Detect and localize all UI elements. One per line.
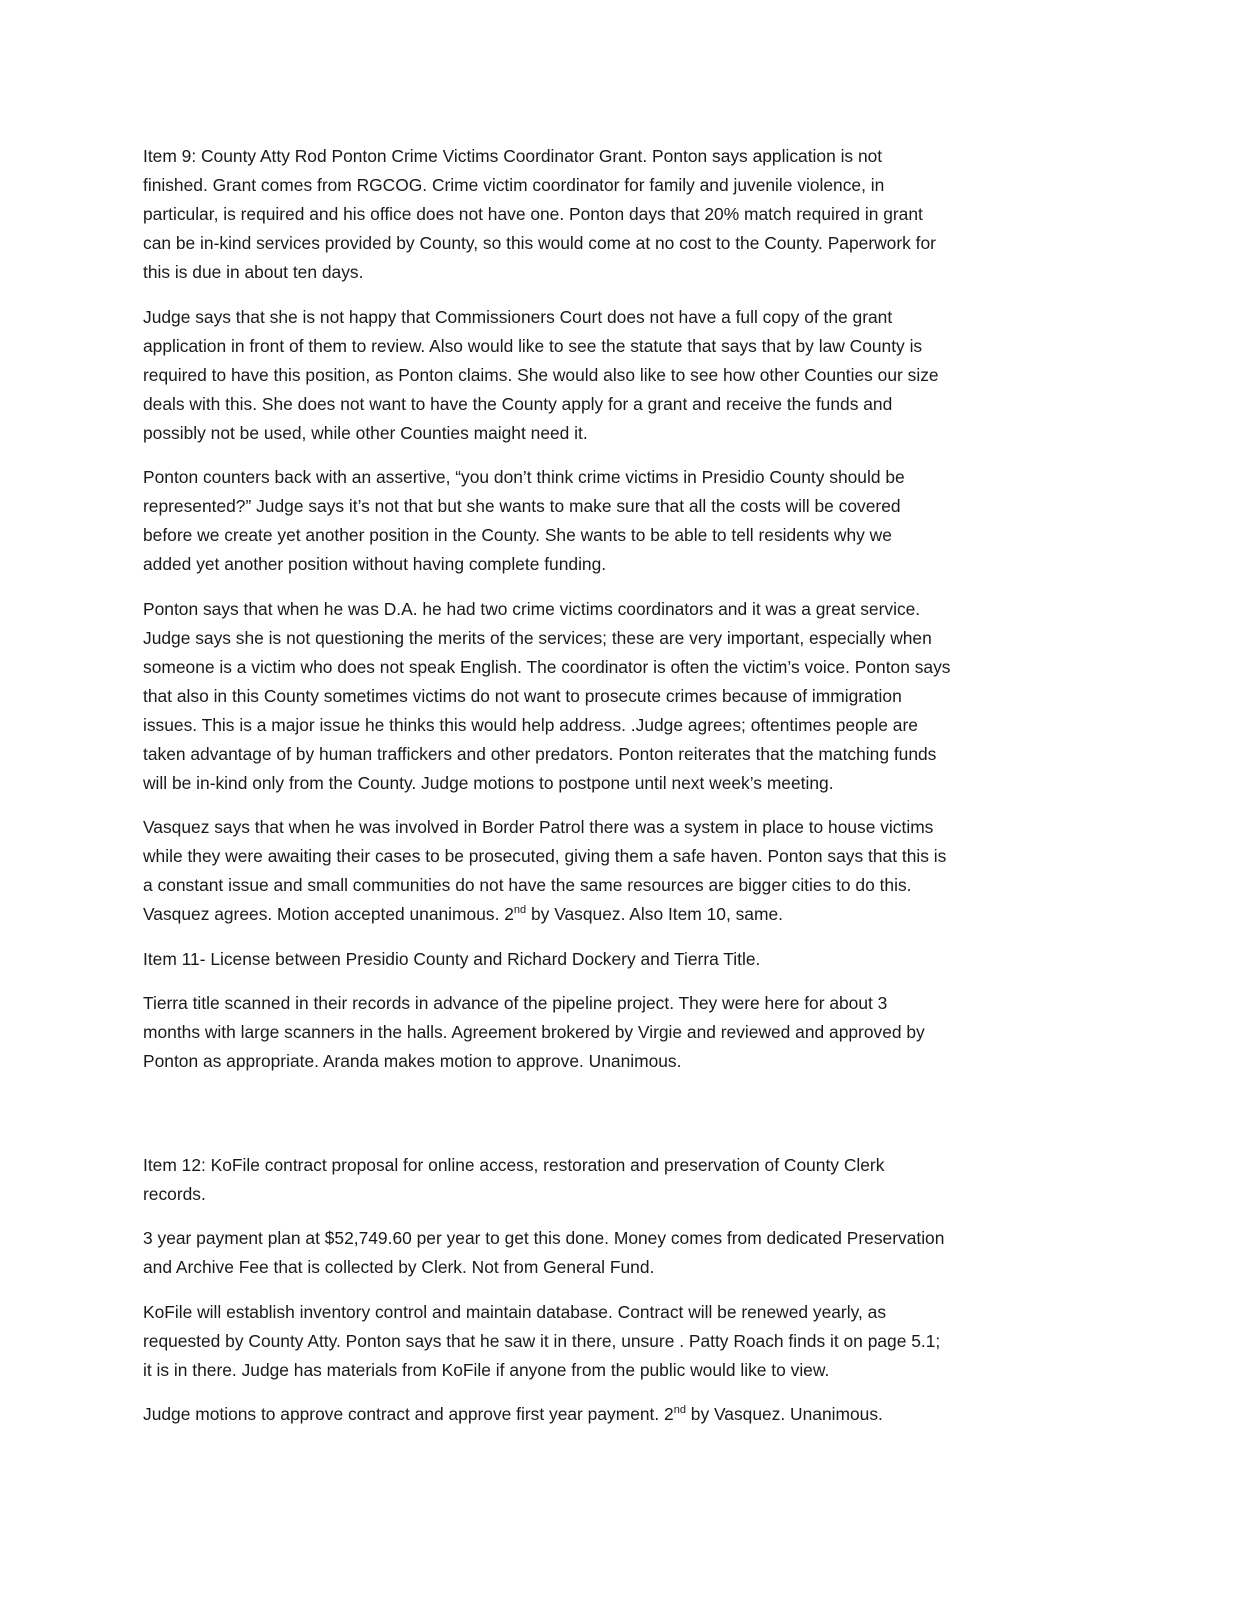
text-line: added yet another position without having complete funding. xyxy=(143,554,607,574)
text-line: records. xyxy=(143,1183,206,1204)
text-line: will be in-kind only from the County. Judge motions to postpone until next week’s meeting. xyxy=(143,772,834,793)
paragraph xyxy=(143,945,1083,974)
text-line: Ponton counters back with an assertive, “you don’t think crime victims in Presidio County should be xyxy=(143,467,905,487)
text-line: Vasquez says that when he was involved in Border Patrol there was a system in place to house victims xyxy=(143,817,934,837)
text-line: a constant issue and small communities do not have the same resources are bigger cities to do this. xyxy=(143,875,912,895)
text-line: Item 9: County Atty Rod Ponton Crime Victims Coordinator Grant. Ponton says application is not xyxy=(143,146,883,166)
text-segment: by Vasquez. Also Item 10, same. xyxy=(526,904,783,924)
text-line: months with large scanners in the halls. Agreement brokered by Virgie and reviewed and approved by xyxy=(143,1022,925,1042)
text-line: and Archive Fee that is collected by Clerk. Not from General Fund. xyxy=(143,1257,655,1277)
text-line: Judge says that she is not happy that Commissioners Court does not have a full copy of the grant xyxy=(143,306,893,327)
text-line: KoFile will establish inventory control and maintain database. Contract will be renewed yearly, as xyxy=(143,1301,887,1322)
text-line: while they were awaiting their cases to be prosecuted, giving them a safe haven. Ponton says that this is xyxy=(143,846,947,866)
text-line: Judge says she is not questioning the merits of the services; these are very important, especially when xyxy=(143,627,932,648)
paragraph xyxy=(143,813,1083,929)
paragraph xyxy=(143,303,1083,448)
text-line: it is in there. Judge has materials from KoFile if anyone from the public would like to view. xyxy=(143,1359,830,1380)
text-line: finished. Grant comes from RGCOG. Crime victim coordinator for family and juvenile violence, in xyxy=(143,175,885,195)
text-line: requested by County Atty. Ponton says that he saw it in there, unsure . Patty Roach finds it on page 5.1; xyxy=(143,1330,941,1351)
paragraph xyxy=(143,142,1083,287)
text-line: required to have this position, as Ponton claims. She would also like to see how other Counties our size xyxy=(143,364,939,385)
paragraph xyxy=(143,463,1083,579)
paragraph xyxy=(143,1400,1083,1429)
text-line: particular, is required and his office does not have one. Ponton days that 20% match required in grant xyxy=(143,204,923,224)
text-line: Item 11- License between Presidio County and Richard Dockery and Tierra Title. xyxy=(143,948,761,969)
text-line: someone is a victim who does not speak English. The coordinator is often the victim’s voice. Ponton says xyxy=(143,656,951,677)
text-line: deals with this. She does not want to have the County apply for a grant and receive the funds and xyxy=(143,393,893,414)
text-line: represented?” Judge says it’s not that but she wants to make sure that all the costs will be covered xyxy=(143,496,901,516)
paragraph xyxy=(143,595,1083,798)
text-line: before we create yet another position in the County. She wants to be able to tell residents why we xyxy=(143,525,892,545)
text-line: Item 12: KoFile contract proposal for online access, restoration and preservation of County Clerk xyxy=(143,1154,885,1175)
text-line: this is due in about ten days. xyxy=(143,262,364,282)
paragraph xyxy=(143,1224,1083,1282)
text-line: issues. This is a major issue he thinks this would help address. .Judge agrees; oftentimes people are xyxy=(143,714,918,735)
text-line: that also in this County sometimes victims do not want to prosecute crimes because of immigration xyxy=(143,685,902,706)
document-page xyxy=(143,142,1083,1445)
text-segment: by Vasquez. Unanimous. xyxy=(685,1404,883,1424)
superscript: nd xyxy=(513,904,527,916)
text-segment: Judge motions to approve contract and approve first year payment. 2 xyxy=(143,1404,674,1424)
text-line: 3 year payment plan at $52,749.60 per year to get this done. Money comes from dedicated Preservation xyxy=(143,1228,945,1248)
paragraph xyxy=(143,1298,1083,1385)
text-line: application in front of them to review. Also would like to see the statute that says that by law County is xyxy=(143,335,923,356)
blank-space xyxy=(143,1092,1083,1151)
superscript: nd xyxy=(673,1404,686,1416)
text-line xyxy=(143,900,1083,929)
paragraph xyxy=(143,1151,1083,1209)
text-line: can be in-kind services provided by County, so this would come at no cost to the County. Paperwork for xyxy=(143,233,936,253)
text-line: taken advantage of by human traffickers and other predators. Ponton reiterates that the matching funds xyxy=(143,743,937,764)
text-segment: Vasquez agrees. Motion accepted unanimous. 2 xyxy=(143,904,514,924)
text-line: possibly not be used, while other Counties maight need it. xyxy=(143,422,588,443)
text-line: Tierra title scanned in their records in advance of the pipeline project. They were here for about 3 xyxy=(143,993,888,1013)
paragraph xyxy=(143,989,1083,1076)
text-line: Ponton says that when he was D.A. he had two crime victims coordinators and it was a great service. xyxy=(143,598,921,619)
text-line xyxy=(143,1400,1083,1429)
text-line: Ponton as appropriate. Aranda makes motion to approve. Unanimous. xyxy=(143,1051,682,1071)
